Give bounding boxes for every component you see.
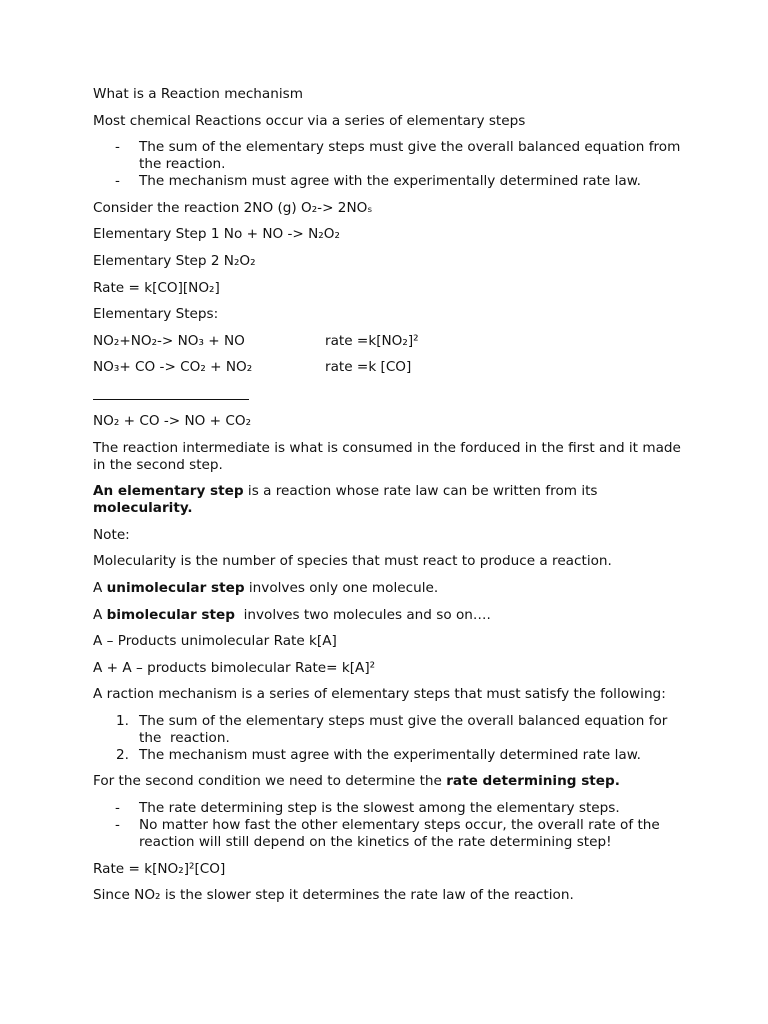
list-item [93,173,683,190]
mechanism-paragraph: A raction mechanism is a series of elementary steps that must satisfy the following: [93,686,666,703]
note-label: Note: [93,526,130,543]
requirements-list [93,139,683,190]
list-item-text: No matter how fast the other elementary steps occur, the overall rate of the reaction will still depend on the kinetics of the rate determining step! [139,817,660,851]
bold-term: molecularity. [93,500,193,517]
bold-term: unimolecular step [106,579,245,596]
unimolecular-line: A unimolecular step involves only one molecule. [93,579,439,596]
elementary-step-2: Elementary Step 2 N₂O₂ [93,252,256,269]
step-reaction: NO₂+NO₂-> NO₃ + NO [93,332,245,349]
bullet-marker: - [115,800,120,817]
step-row [93,359,683,376]
bold-term: bimolecular step [106,606,235,623]
step-row [93,333,683,350]
list-item-text: The mechanism must agree with the experimentally determined rate law. [139,173,641,190]
list-item-text: The sum of the elementary steps must give the overall balanced equation for the reaction. [139,712,672,746]
step-rate: rate =k [CO] [325,359,412,376]
overall-reaction: NO₂ + CO -> NO + CO₂ [93,412,252,429]
bullet-marker: - [115,817,120,834]
elementary-steps-label: Elementary Steps: [93,306,219,323]
bimolecular-rate: A + A – products bimolecular Rate= k[A]² [93,659,376,676]
bold-term: An elementary step [93,483,244,500]
conditions-list [93,713,683,764]
sum-rule-divider [93,386,249,400]
bullet-marker: - [115,139,120,156]
list-item-text: The sum of the elementary steps must give the overall balanced equation from the reaction. [139,139,681,173]
list-item [93,713,683,747]
list-number: 1. [116,712,129,729]
list-item [93,139,683,173]
bimolecular-line: A bimolecular step involves two molecules and so on…. [93,606,491,623]
rate-determining-list [93,800,683,851]
bold-term: rate determining step. [446,773,620,790]
molecularity-definition: Molecularity is the number of species that must react to produce a reaction. [93,553,612,570]
document-page [93,86,683,914]
list-number: 2. [116,746,129,763]
list-item [93,800,683,817]
list-item [93,747,683,764]
intermediate-paragraph: The reaction intermediate is what is consumed in the forduced in the first and it made in the second step. [93,439,681,473]
rate-law-1: Rate = k[CO][NO₂] [93,279,220,296]
list-item-text: The rate determining step is the slowest among the elementary steps. [139,800,620,817]
step-reaction: NO₃+ CO -> CO₂ + NO₂ [93,359,253,376]
list-item [93,817,683,851]
elementary-step-definition: An elementary step is a reaction whose rate law can be written from its molecularity. [93,483,598,517]
unimolecular-rate: A – Products unimolecular Rate k[A] [93,633,337,650]
step-rate: rate =k[NO₂]² [325,332,419,349]
intro-paragraph: Most chemical Reactions occur via a series of elementary steps [93,112,526,129]
list-item-text: The mechanism must agree with the experimentally determined rate law. [139,746,641,763]
consider-reaction: Consider the reaction 2NO (g) O₂-> 2NOₛ [93,199,373,216]
rate-law-2: Rate = k[NO₂]²[CO] [93,860,226,877]
elementary-step-1: Elementary Step 1 No + NO -> N₂O₂ [93,226,340,243]
second-condition-line: For the second condition we need to determine the rate determining step. [93,773,620,790]
doc-title: What is a Reaction mechanism [93,86,303,102]
conclusion-paragraph: Since NO₂ is the slower step it determines the rate law of the reaction. [93,887,574,904]
bullet-marker: - [115,173,120,190]
